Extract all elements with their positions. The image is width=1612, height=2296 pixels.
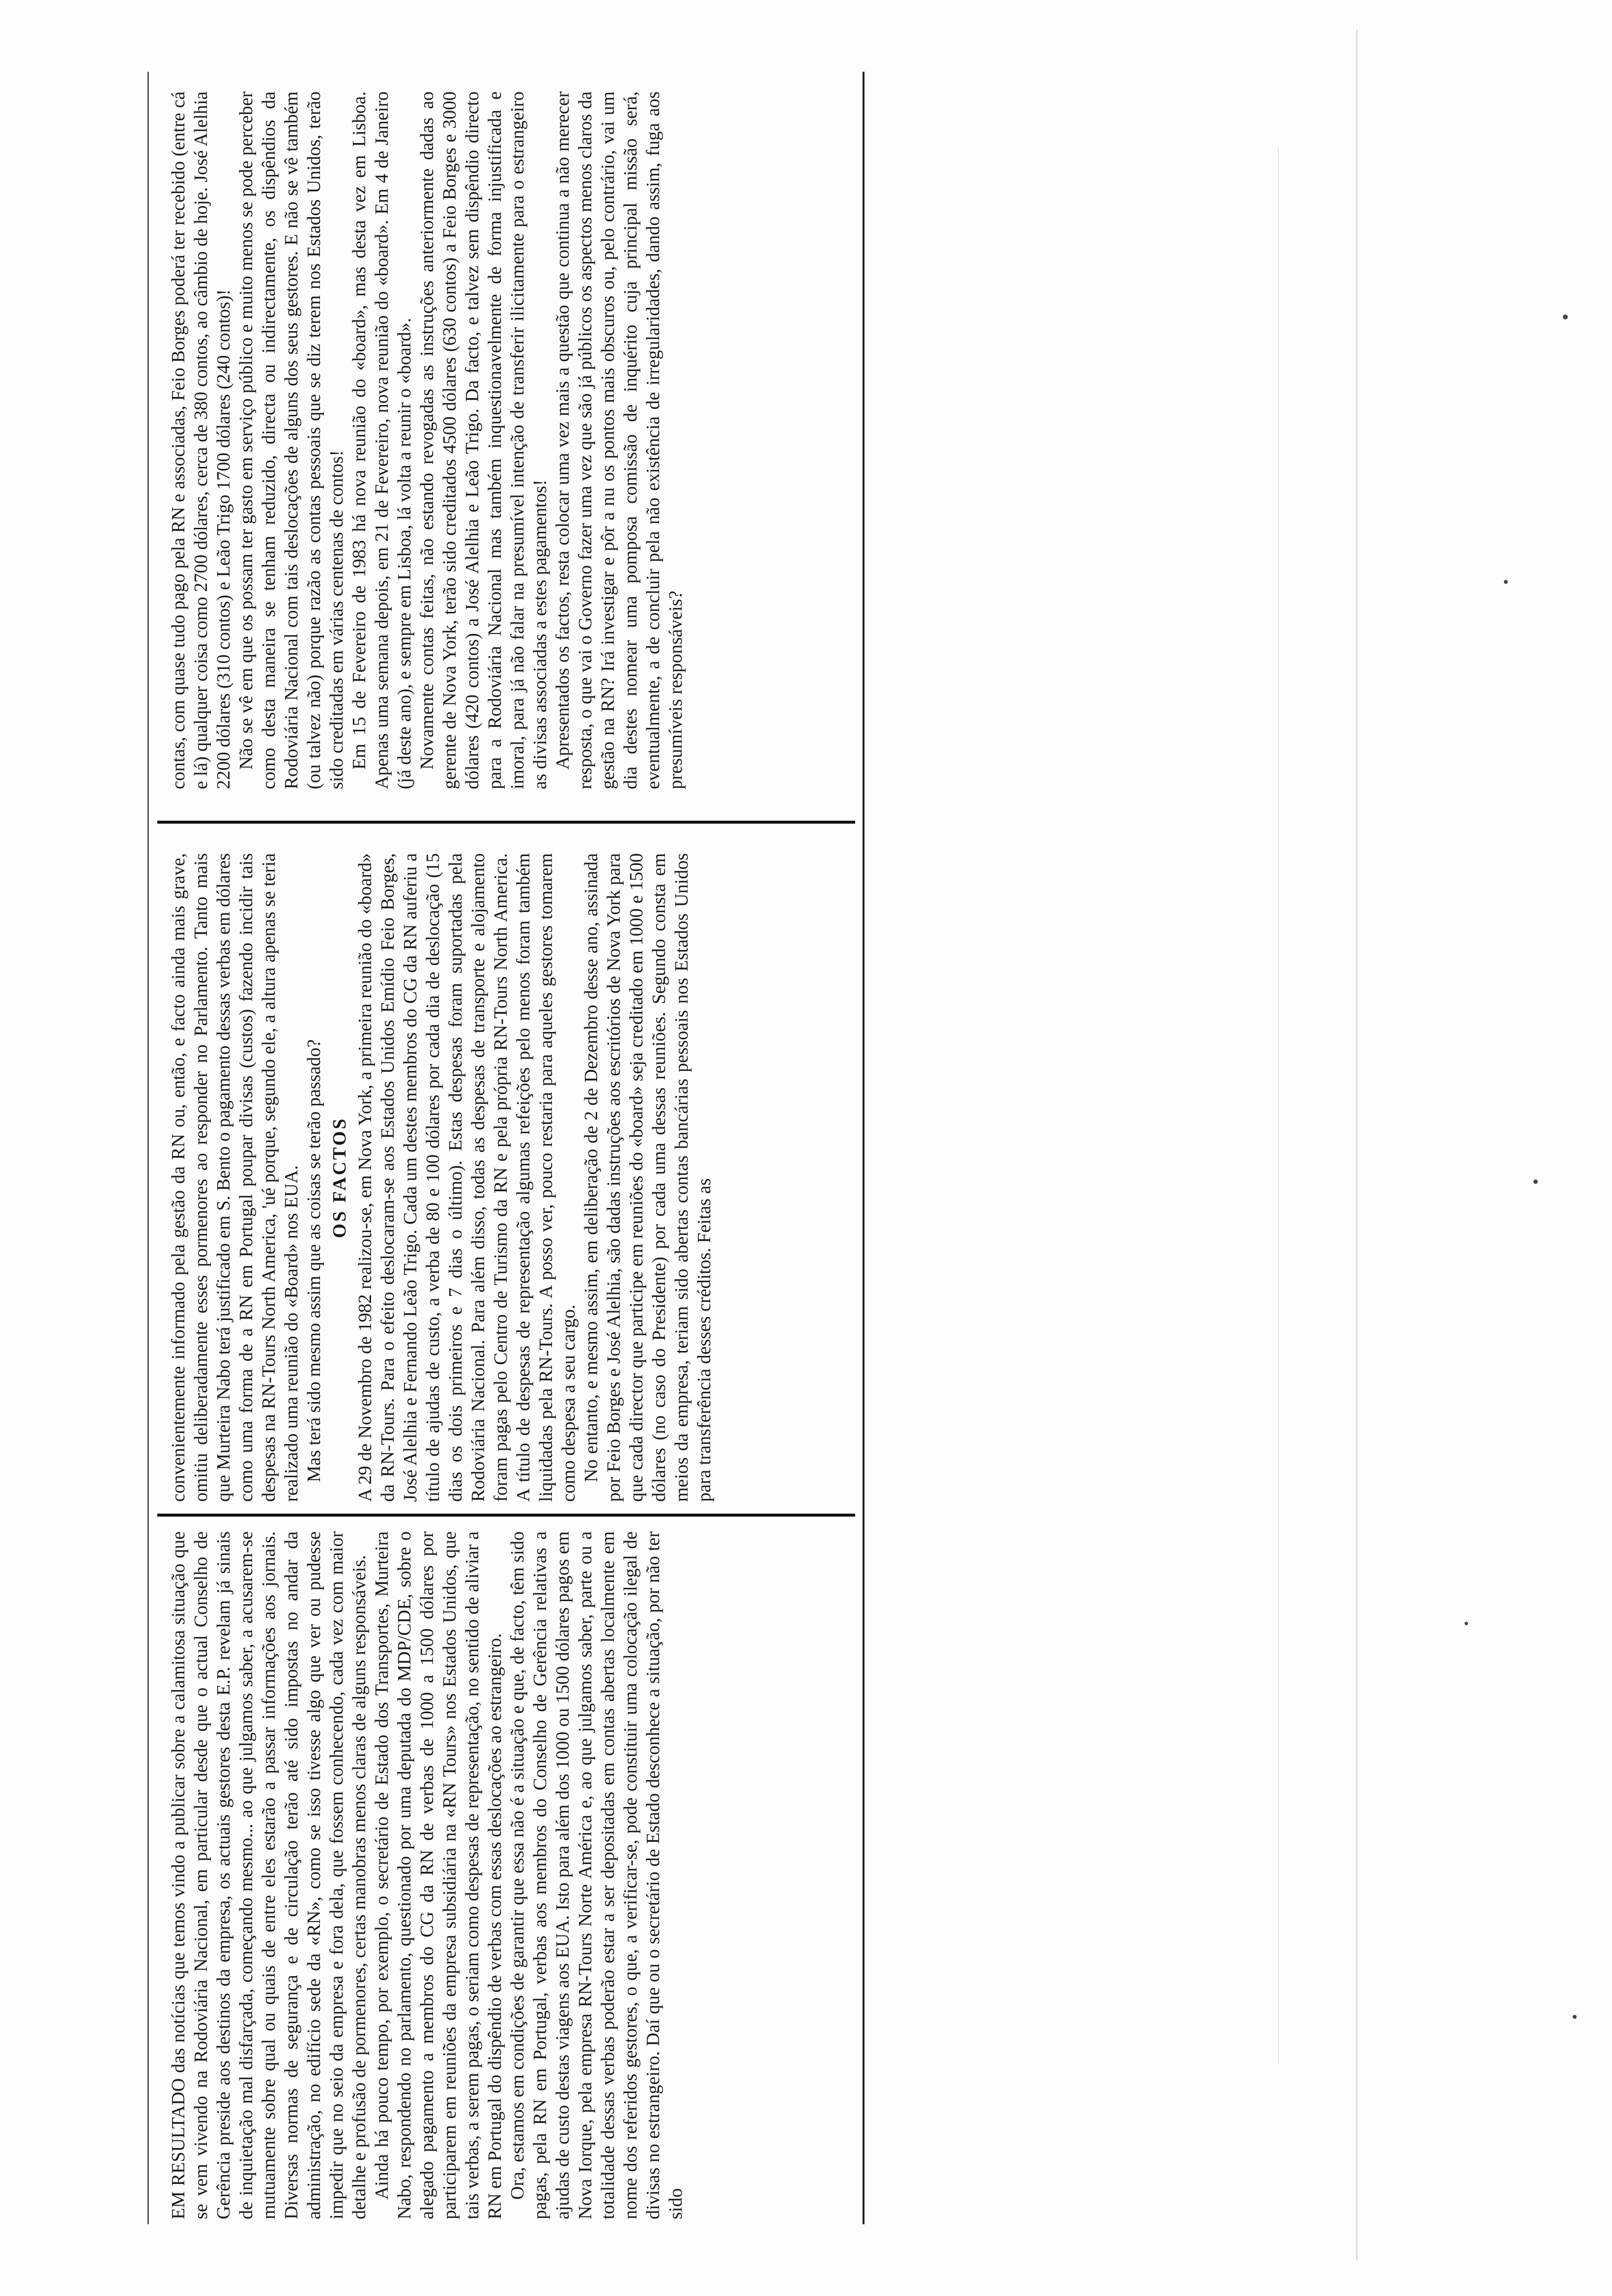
article-column-1	[167, 1531, 845, 2219]
bottom-rule	[863, 72, 864, 2224]
column-divider	[157, 1514, 855, 1517]
paragraph: Novamente contas feitas, não estando revogadas as instruções anteriormente dadas ao gerente de Nova York, terão sido creditados 4500 dólares (630 contos) a Feio Borges e 3000 dólares (420 contos) a José Alelhia e Leão Trigo. Da facto, e talvez sem dispêndio directo para a Rodoviária Nacional mas também inquestionavelmente de forma injustificada e imoral, para já não falar na presumível intenção de transferir ilicitamente para o estrangeiro as divisas associadas a estes pagamentos!	[417, 91, 550, 789]
article-column-2	[167, 853, 845, 1502]
scan-speck	[1563, 315, 1568, 319]
paragraph: Mas terá sido mesmo assim que as coisas se terão passado?	[304, 1039, 324, 1482]
paragraph: convenientemente informado pela gestão da RN ou, então, e facto ainda mais grave, omitiu deliberadamente esses pormenores ao responder no Parlamento. Tanto mais que Murteira Nabo terá justificado em S. Bento o pagamento dessas verbas em dólares como uma forma de a RN em Portugal poupar divisas (custos) fazendo incidir tais despesas na RN-Tours North America, 'ué porque, segundo ele, a altura apenas se teria realizado uma reunião do «Board» nos EUA.	[168, 853, 302, 1502]
paragraph: A 29 de Novembro de 1982 realizou-se, em Nova York, a primeira reunião do «board» da RN-Tours. Para o efeito deslocaram-se aos Estados Unidos Emídio Feio Borges, José Alelhia e Fernando Leão Trigo. Cada um destes membros do CG da RN auferiu a título de ajudas de custo, a verba de 80 e 100 dólares por cada dia de deslocação (15 dias os dois primeiros e 7 dias o último). Estas despesas foram suportadas pela Rodoviária Nacional. Para além disso, todas as despesas de transporte e alojamento foram pagas pelo Centro de Turismo da RN e pela própria RN-Tours North America. A título de despesas de representação algumas refeições pelo menos foram também liquidadas pela RN-Tours. A posso ver, pouco restaria para aqueles gestores tomarem como despesa a seu cargo.	[355, 853, 579, 1502]
paragraph: No entanto, e mesmo assim, em deliberação de 2 de Dezembro desse ano, assinada por Feio Borges e José Alelhia, são dadas instruções aos escritórios de Nova York para que cada director que participe em reuniões do «board» seja creditado em 1000 e 1500 dólares (no caso do Presidente) por cada uma dessas reuniões. Segundo consta em meios da empresa, teriam sido abertas contas bancárias pessoais nos Estados Unidos para transferência desses créditos. Feitas as	[581, 853, 715, 1502]
paragraph: Ainda há pouco tempo, por exemplo, o secretário de Estado dos Transportes, Murteira Nabo, respondendo no parlamento, questionado por uma deputada do MDP/CDE, sobre o alegado pagamento a membros do CG da RN de verbas de 1000 a 1500 dólares por participarem em reuniões da empresa subsidiária na «RN Tours» nos Estados Unidos, que tais verbas, a serem pagas, o seriam como despesas de representação, no sentido de aliviar a RN em Portugal do dispêndio de verbas com essas deslocações ao estrangeiro.	[372, 1531, 505, 2219]
paragraph: Em 15 de Fevereiro de 1983 há nova reunião do «board», mas desta vez em Lisboa. Apenas uma semana depois, em 21 de Fevereiro, nova reunião do «board». Em 4 de Janeiro (já deste ano), e sempre em Lisboa, lá volta a reunir o «board».	[349, 91, 415, 789]
paragraph: EM RESULTADO das notícias que temos vindo a publicar sobre a calamitosa situação que se vem vivendo na Rodoviária Nacional, em particular desde que o actual Conselho de Gerência preside aos destinos da empresa, os actuais gestores desta E.P. revelam já sinais de inquietação mal disfarçada, começando mesmo... ao que julgamos saber, a acusarem-se mutuamente sobre qual ou quais de entre eles estarão a passar informações aos jornais. Diversas normas de segurança e de circulação terão até sido impostas no andar da administração, no edifício sede da «RN», como se isso tivesse algo que ver ou pudesse impedir que no seio da empresa e fora dela, que fossem conhecendo, cada vez com maior detalhe e profusão de pormenores, certas manobras menos claras de alguns responsáveis.	[168, 1531, 370, 2219]
newspaper-clipping	[138, 57, 875, 2239]
paragraph: contas, com quase tudo pago pela RN e associadas, Feio Borges poderá ter recebido (entre cá e lá) qualquer coisa como 2700 dólares, cerca de 380 contos, ao câmbio de hoje. José Alelhia 2200 dólares (310 contos) e Leão Trigo 1700 dólares (240 contos)!	[168, 91, 234, 789]
scan-speck	[1465, 1622, 1468, 1625]
paragraph: Ora, estamos em condições de garantir que essa não é a situação e que, de facto, têm sido pagas, pela RN em Portugal, verbas aos membros do Conselho de Gerência relativas a ajudas de custo destas viagens aos EUA. Isto para além dos 1000 ou 1500 dólares pagos em Nova Iorque, pela empresa RN-Tours Norte América e, ao que julgamos saber, parte ou a totalidade dessas verbas poderão estar a ser depositadas em contas abertas localmente em nome dos referidos gestores, o que, a verificar-se, pode constituir uma colocação ilegal de divisas no estrangeiro. Daí que ou o secretário de Estado desconhece a situação, por não ter sido	[507, 1531, 686, 2219]
article-column-3	[167, 91, 845, 789]
scan-speck	[1533, 1179, 1538, 1184]
section-subheading: OS FACTOS	[329, 1117, 350, 1238]
scan-noise	[1278, 147, 1280, 2064]
scan-noise	[1356, 29, 1359, 2261]
paragraph: Não se vê em que os possam ter gasto em serviço público e muito menos se pode perceber como desta maneira se tenham reduzido, directa ou indirectamente, os dispêndios da Rodoviária Nacional com tais deslocações de alguns dos seus gestores. E não se vê também (ou talvez não) porque razão as contas pessoais que se diz terem nos Estados Unidos, terão sido creditadas em várias centenas de contos!	[236, 91, 347, 789]
top-rule	[147, 72, 149, 2224]
scan-speck	[1573, 2015, 1577, 2019]
column-divider	[157, 821, 855, 824]
paragraph: Apresentados os factos, resta colocar uma vez mais a questão que continua a não merecer resposta, o que vai o Governo fazer uma vez que são já públicos os aspectos menos claros da gestão na RN? Irá investigar e pôr a nu os pontos mais obscuros ou, pelo contrário, vai um dia destes nomear uma pomposa comissão de inquérito cuja principal missão será, eventualmente, a de concluir pela não existência de irregularidades, dando assim, fuga aos presumíveis responsáveis?	[552, 91, 686, 789]
scan-speck	[1504, 580, 1508, 584]
